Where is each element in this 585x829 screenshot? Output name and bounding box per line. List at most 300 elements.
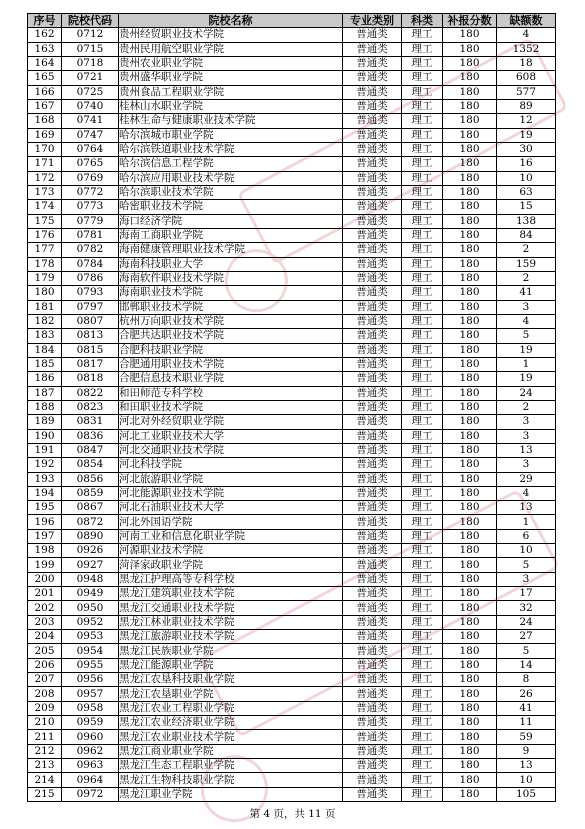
cell-category: 普通类 [343,644,402,658]
cell-category: 普通类 [343,171,402,185]
cell-subject: 理工 [402,601,443,615]
cell-subject: 理工 [402,228,443,242]
cell-subject: 理工 [402,558,443,572]
cell-vacancy: 63 [497,185,556,199]
cell-subject: 理工 [402,658,443,672]
cell-school-name: 河北工业职业技术大学 [119,429,343,443]
cell-category: 普通类 [343,157,402,171]
cell-school-name: 贵州经贸职业技术学院 [119,28,343,42]
cell-vacancy: 6 [497,529,556,543]
header-school-code: 院校代码 [62,14,119,28]
table-row [28,99,556,113]
cell-seq: 204 [28,630,62,644]
cell-school-name: 合肥共达职业技术学院 [119,329,343,343]
cell-seq: 186 [28,372,62,386]
cell-subject: 理工 [402,587,443,601]
cell-subject: 理工 [402,615,443,629]
cell-school-name: 哈尔滨应用职业技术学院 [119,171,343,185]
cell-seq: 178 [28,257,62,271]
cell-subject: 理工 [402,730,443,744]
cell-vacancy: 608 [497,71,556,85]
cell-score: 180 [443,443,497,457]
cell-seq: 163 [28,42,62,56]
cell-vacancy: 105 [497,787,556,801]
cell-category: 普通类 [343,687,402,701]
cell-category: 普通类 [343,142,402,156]
cell-school-code: 0773 [62,200,119,214]
cell-seq: 201 [28,587,62,601]
table-row [28,243,556,257]
cell-vacancy: 577 [497,85,556,99]
cell-vacancy: 3 [497,415,556,429]
cell-school-code: 0815 [62,343,119,357]
cell-school-code: 0949 [62,587,119,601]
cell-vacancy: 1352 [497,42,556,56]
cell-score: 180 [443,773,497,787]
cell-category: 普通类 [343,615,402,629]
cell-score: 180 [443,42,497,56]
cell-school-code: 0822 [62,386,119,400]
cell-seq: 214 [28,773,62,787]
header-subject: 科类 [402,14,443,28]
cell-subject: 理工 [402,157,443,171]
table-row [28,400,556,414]
cell-category: 普通类 [343,429,402,443]
table-row [28,228,556,242]
cell-category: 普通类 [343,529,402,543]
cell-school-code: 0956 [62,673,119,687]
cell-school-name: 黑龙江农业职业技术学院 [119,730,343,744]
cell-category: 普通类 [343,658,402,672]
cell-score: 180 [443,300,497,314]
cell-vacancy: 27 [497,630,556,644]
cell-category: 普通类 [343,773,402,787]
cell-seq: 197 [28,529,62,543]
cell-seq: 184 [28,343,62,357]
cell-vacancy: 13 [497,501,556,515]
cell-school-code: 0952 [62,615,119,629]
cell-vacancy: 4 [497,28,556,42]
cell-school-code: 0823 [62,400,119,414]
quota-table [27,13,556,802]
cell-school-name: 贵州食品工程职业学院 [119,85,343,99]
cell-score: 180 [443,128,497,142]
cell-school-code: 0817 [62,357,119,371]
cell-school-name: 合肥通用职业技术学院 [119,357,343,371]
cell-seq: 196 [28,515,62,529]
table-row [28,515,556,529]
cell-school-code: 0926 [62,544,119,558]
cell-school-code: 0962 [62,744,119,758]
cell-vacancy: 19 [497,128,556,142]
cell-category: 普通类 [343,415,402,429]
cell-subject: 理工 [402,544,443,558]
table-row [28,286,556,300]
cell-school-code: 0797 [62,300,119,314]
cell-vacancy: 89 [497,99,556,113]
cell-score: 180 [443,157,497,171]
cell-seq: 180 [28,286,62,300]
cell-score: 180 [443,644,497,658]
cell-school-code: 0955 [62,658,119,672]
cell-score: 180 [443,28,497,42]
cell-seq: 174 [28,200,62,214]
cell-school-code: 0954 [62,644,119,658]
cell-score: 180 [443,716,497,730]
cell-score: 180 [443,114,497,128]
cell-vacancy: 41 [497,701,556,715]
cell-school-name: 和田职业技术学院 [119,400,343,414]
cell-category: 普通类 [343,716,402,730]
cell-school-code: 0867 [62,501,119,515]
cell-category: 普通类 [343,228,402,242]
cell-school-name: 河北能源职业技术学院 [119,486,343,500]
cell-seq: 176 [28,228,62,242]
cell-vacancy: 84 [497,228,556,242]
cell-school-code: 0765 [62,157,119,171]
cell-category: 普通类 [343,243,402,257]
cell-score: 180 [443,99,497,113]
cell-school-name: 河北科技学院 [119,458,343,472]
cell-school-name: 海南科技职业大学 [119,257,343,271]
cell-school-code: 0715 [62,42,119,56]
cell-category: 普通类 [343,443,402,457]
cell-category: 普通类 [343,472,402,486]
cell-vacancy: 3 [497,572,556,586]
cell-score: 180 [443,615,497,629]
cell-school-name: 黑龙江能源职业学院 [119,658,343,672]
cell-score: 180 [443,501,497,515]
cell-subject: 理工 [402,372,443,386]
cell-seq: 210 [28,716,62,730]
cell-vacancy: 13 [497,443,556,457]
cell-school-code: 0725 [62,85,119,99]
cell-subject: 理工 [402,400,443,414]
cell-school-name: 海南软件职业技术学院 [119,271,343,285]
cell-school-name: 黑龙江生态工程职业学院 [119,759,343,773]
cell-subject: 理工 [402,85,443,99]
table-row [28,673,556,687]
cell-school-name: 贵州民用航空职业学院 [119,42,343,56]
cell-school-code: 0747 [62,128,119,142]
cell-category: 普通类 [343,357,402,371]
cell-subject: 理工 [402,415,443,429]
table-row [28,42,556,56]
table-row [28,630,556,644]
cell-school-name: 黑龙江农业工程职业学院 [119,701,343,715]
cell-vacancy: 19 [497,343,556,357]
cell-school-code: 0972 [62,787,119,801]
cell-score: 180 [443,587,497,601]
cell-score: 180 [443,71,497,85]
cell-seq: 166 [28,85,62,99]
cell-category: 普通类 [343,501,402,515]
cell-school-code: 0793 [62,286,119,300]
cell-vacancy: 17 [497,587,556,601]
cell-school-code: 0958 [62,701,119,715]
cell-subject: 理工 [402,716,443,730]
cell-category: 普通类 [343,730,402,744]
table-row [28,372,556,386]
cell-category: 普通类 [343,271,402,285]
cell-school-name: 哈尔滨信息工程学院 [119,157,343,171]
cell-category: 普通类 [343,544,402,558]
cell-vacancy: 18 [497,56,556,70]
cell-school-code: 0957 [62,687,119,701]
cell-subject: 理工 [402,300,443,314]
cell-school-code: 0964 [62,773,119,787]
cell-category: 普通类 [343,601,402,615]
cell-subject: 理工 [402,28,443,42]
cell-school-name: 河北交通职业技术学院 [119,443,343,457]
cell-subject: 理工 [402,286,443,300]
cell-school-code: 0772 [62,185,119,199]
cell-category: 普通类 [343,759,402,773]
cell-score: 180 [443,257,497,271]
cell-school-name: 黑龙江交通职业技术学院 [119,601,343,615]
cell-score: 180 [443,759,497,773]
cell-category: 普通类 [343,400,402,414]
cell-category: 普通类 [343,386,402,400]
cell-school-code: 0782 [62,243,119,257]
cell-school-name: 哈尔滨城市职业学院 [119,128,343,142]
cell-seq: 187 [28,386,62,400]
cell-vacancy: 16 [497,157,556,171]
cell-vacancy: 24 [497,386,556,400]
cell-vacancy: 5 [497,558,556,572]
cell-score: 180 [443,372,497,386]
cell-subject: 理工 [402,142,443,156]
table-row [28,157,556,171]
cell-vacancy: 3 [497,429,556,443]
cell-school-name: 海南健康管理职业技术学院 [119,243,343,257]
cell-seq: 215 [28,787,62,801]
cell-score: 180 [443,357,497,371]
cell-score: 180 [443,787,497,801]
cell-vacancy: 5 [497,644,556,658]
cell-school-name: 桂林生命与健康职业技术学院 [119,114,343,128]
cell-score: 180 [443,486,497,500]
cell-score: 180 [443,429,497,443]
cell-category: 普通类 [343,372,402,386]
cell-school-code: 0890 [62,529,119,543]
cell-seq: 211 [28,730,62,744]
cell-seq: 213 [28,759,62,773]
cell-vacancy: 2 [497,271,556,285]
cell-subject: 理工 [402,687,443,701]
cell-seq: 195 [28,501,62,515]
table-row [28,587,556,601]
cell-subject: 理工 [402,673,443,687]
cell-school-name: 合肥科技职业学院 [119,343,343,357]
cell-school-name: 黑龙江林业职业技术学院 [119,615,343,629]
cell-school-code: 0718 [62,56,119,70]
table-row [28,185,556,199]
cell-seq: 192 [28,458,62,472]
table-row [28,658,556,672]
cell-vacancy: 11 [497,716,556,730]
cell-category: 普通类 [343,572,402,586]
cell-category: 普通类 [343,630,402,644]
cell-vacancy: 1 [497,357,556,371]
cell-school-code: 0779 [62,214,119,228]
cell-school-code: 0847 [62,443,119,457]
table-row [28,773,556,787]
cell-vacancy: 10 [497,171,556,185]
cell-score: 180 [443,329,497,343]
cell-seq: 179 [28,271,62,285]
cell-vacancy: 29 [497,472,556,486]
cell-category: 普通类 [343,587,402,601]
cell-category: 普通类 [343,515,402,529]
cell-subject: 理工 [402,114,443,128]
table-row [28,458,556,472]
table-row [28,171,556,185]
cell-seq: 172 [28,171,62,185]
table-row [28,730,556,744]
cell-school-code: 0807 [62,314,119,328]
cell-school-name: 桂林山水职业学院 [119,99,343,113]
cell-score: 180 [443,314,497,328]
table-header-row [28,14,556,28]
cell-school-name: 贵州农业职业学院 [119,56,343,70]
cell-score: 180 [443,142,497,156]
table-row [28,214,556,228]
cell-subject: 理工 [402,329,443,343]
cell-score: 180 [443,730,497,744]
cell-school-name: 杭州万向职业技术学院 [119,314,343,328]
cell-subject: 理工 [402,257,443,271]
cell-school-code: 0963 [62,759,119,773]
cell-subject: 理工 [402,429,443,443]
table-row [28,744,556,758]
cell-school-name: 哈尔滨铁道职业技术学院 [119,142,343,156]
cell-school-name: 黑龙江护理高等专科学校 [119,572,343,586]
cell-school-code: 0831 [62,415,119,429]
table-row [28,544,556,558]
cell-school-code: 0721 [62,71,119,85]
cell-category: 普通类 [343,701,402,715]
cell-score: 180 [443,243,497,257]
cell-seq: 177 [28,243,62,257]
cell-category: 普通类 [343,673,402,687]
cell-school-code: 0960 [62,730,119,744]
cell-seq: 165 [28,71,62,85]
cell-category: 普通类 [343,314,402,328]
cell-vacancy: 19 [497,372,556,386]
cell-score: 180 [443,386,497,400]
cell-school-name: 黑龙江民族职业学院 [119,644,343,658]
cell-score: 180 [443,458,497,472]
cell-school-code: 0856 [62,472,119,486]
table-row [28,572,556,586]
cell-seq: 205 [28,644,62,658]
cell-score: 180 [443,56,497,70]
cell-subject: 理工 [402,701,443,715]
cell-seq: 199 [28,558,62,572]
header-category: 专业类别 [343,14,402,28]
cell-score: 180 [443,558,497,572]
cell-school-name: 河源职业技术学院 [119,544,343,558]
cell-vacancy: 159 [497,257,556,271]
cell-category: 普通类 [343,99,402,113]
cell-seq: 203 [28,615,62,629]
cell-score: 180 [443,200,497,214]
cell-school-name: 河北外国语学院 [119,515,343,529]
table-row [28,601,556,615]
table-row [28,71,556,85]
cell-subject: 理工 [402,458,443,472]
table-row [28,529,556,543]
cell-seq: 207 [28,673,62,687]
table-row [28,759,556,773]
table-row [28,701,556,715]
cell-school-code: 0712 [62,28,119,42]
cell-category: 普通类 [343,458,402,472]
cell-score: 180 [443,271,497,285]
cell-vacancy: 10 [497,773,556,787]
cell-seq: 191 [28,443,62,457]
cell-school-name: 黑龙江商业职业学院 [119,744,343,758]
table-row [28,300,556,314]
cell-school-name: 河北石油职业技术大学 [119,501,343,515]
table-row [28,28,556,42]
cell-seq: 169 [28,128,62,142]
cell-school-name: 河北对外经贸职业学院 [119,415,343,429]
cell-score: 180 [443,228,497,242]
header-score: 补报分数 [443,14,497,28]
cell-category: 普通类 [343,787,402,801]
cell-score: 180 [443,701,497,715]
cell-category: 普通类 [343,28,402,42]
cell-subject: 理工 [402,386,443,400]
table-row [28,200,556,214]
cell-subject: 理工 [402,572,443,586]
cell-vacancy: 1 [497,515,556,529]
table-row [28,716,556,730]
cell-category: 普通类 [343,128,402,142]
cell-seq: 181 [28,300,62,314]
cell-seq: 190 [28,429,62,443]
cell-school-code: 0953 [62,630,119,644]
cell-school-code: 0813 [62,329,119,343]
cell-school-code: 0741 [62,114,119,128]
cell-subject: 理工 [402,357,443,371]
cell-school-name: 海南工商职业学院 [119,228,343,242]
cell-vacancy: 4 [497,314,556,328]
cell-seq: 193 [28,472,62,486]
cell-subject: 理工 [402,773,443,787]
cell-category: 普通类 [343,744,402,758]
cell-school-code: 0784 [62,257,119,271]
table-row [28,687,556,701]
cell-score: 180 [443,529,497,543]
cell-score: 180 [443,687,497,701]
cell-subject: 理工 [402,529,443,543]
cell-seq: 167 [28,99,62,113]
table-row [28,386,556,400]
cell-subject: 理工 [402,744,443,758]
cell-subject: 理工 [402,630,443,644]
table-row [28,114,556,128]
cell-score: 180 [443,673,497,687]
cell-school-name: 黑龙江建筑职业技术学院 [119,587,343,601]
table-row [28,128,556,142]
cell-school-code: 0786 [62,271,119,285]
cell-school-name: 海口经济学院 [119,214,343,228]
cell-school-code: 0764 [62,142,119,156]
cell-school-name: 黑龙江旅游职业技术学院 [119,630,343,644]
